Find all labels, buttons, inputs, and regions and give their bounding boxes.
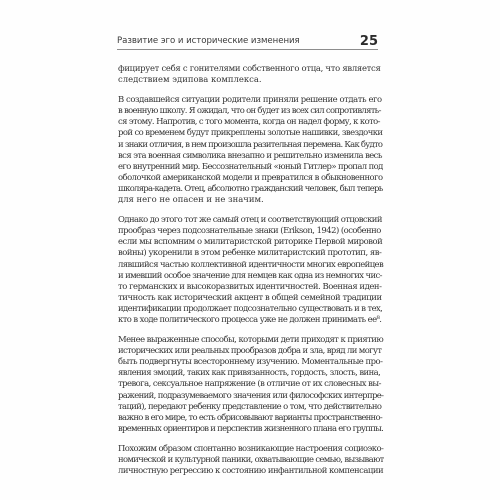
text-line: идентификации продолжает подсознательно существовать и в тех, (118, 302, 383, 313)
text-line: временных ориентиров и перспектив жизненного плана его группы. (118, 422, 384, 433)
text-line: то германских и высокоразвитых идентичностей. Военная иден- (118, 280, 382, 291)
text-line: личностную регрессию к состоянию инфантильной компенсации (118, 465, 384, 476)
text-line: важно в его мире, то есть обрисовывают варианты пространственно- (118, 411, 382, 422)
page-header (117, 36, 378, 50)
text-line: Менее выраженные способы, которыми дети приходят к приятию (118, 334, 384, 345)
text-line: кто в ходе политического процесса уже не должен принимать ее⁸. (118, 313, 382, 324)
text-line: и имевший особое значение для немцев как одна из немногих чис- (118, 269, 382, 280)
text-line: рой со временем будут прикреплены золотые нашивки, звездочки (118, 127, 383, 138)
text-line: его внутренний мир. Бессознательный «юный Гитлер» пропал под (118, 160, 383, 171)
paragraph (118, 63, 380, 85)
running-head: Развитие эго и исторические изменения (117, 36, 300, 46)
text-line: тревога, сексуальное напряжение (в отличие от их словесных вы- (118, 378, 381, 389)
header-rule (117, 49, 378, 50)
text-line: ражений, подразумеваемого значения или философских интерпре- (118, 389, 384, 400)
text-line: исторических или реальных прообразов добра и зла, вряд ли могут (118, 345, 382, 356)
text-line: школяра-кадета. Отец, абсолютно гражданский человек, был теперь (118, 182, 383, 193)
text-line: Похожим образом спонтанно возникающие настроения социоэко- (118, 442, 384, 453)
text-line: прообраз через подсознательные знаки (Erikson, 1942) (особенно (118, 225, 381, 236)
text-line: следствием эдипова комплекса. (118, 74, 262, 85)
text-line: фицирует себя с гонителями собственного отца, что является (118, 63, 381, 73)
body-text (118, 63, 384, 485)
text-line: лявшийся частью коллективной идентичности многих европейцев (118, 258, 384, 269)
page-number: 25 (359, 34, 378, 49)
text-line: оболочкой американской модели и превратился в обыкновенного (118, 171, 383, 182)
text-line: явления эмоций, таких как привязанность, гордость, злость, вина, (118, 367, 381, 378)
text-line: тичность как исторический акцент в общей семейной традиции (118, 291, 382, 302)
text-line: в военную школу. Я ожидал, что он будет из всех сил сопротивлять- (118, 105, 381, 116)
paragraph (118, 442, 384, 476)
text-line: таций), передают ребенку представление о том, что действительно (118, 400, 382, 411)
text-line: для него не опасен и не значим. (118, 194, 264, 205)
paragraph (118, 94, 383, 205)
text-line: Однако до этого тот же самый отец и соответствующий отцовский (118, 214, 382, 225)
text-line: и знаки отличия, в нем произошла разительная перемена. Как будто (118, 138, 383, 149)
text-line: быть подвергнуты всестороннему изучению. Моментальные про- (118, 356, 383, 367)
text-line: В создавшейся ситуации родители приняли решение отдать его (118, 94, 382, 105)
text-line: вся эта военная символика внезапно и решительно изменила весь (118, 149, 382, 160)
text-line: ся этому. Напротив, с того момента, когда он надел форму, к кото- (118, 116, 380, 127)
text-line: номической и культурной паники, охватывающие семью, вызывают (118, 454, 384, 464)
paragraph (118, 334, 384, 434)
text-line: если мы вспомним о милитаристской риторике Первой мировой (118, 236, 383, 247)
text-line: войны) укоренили в этом ребенке милитаристский прототип, яв- (118, 247, 382, 258)
paragraph (118, 214, 384, 325)
